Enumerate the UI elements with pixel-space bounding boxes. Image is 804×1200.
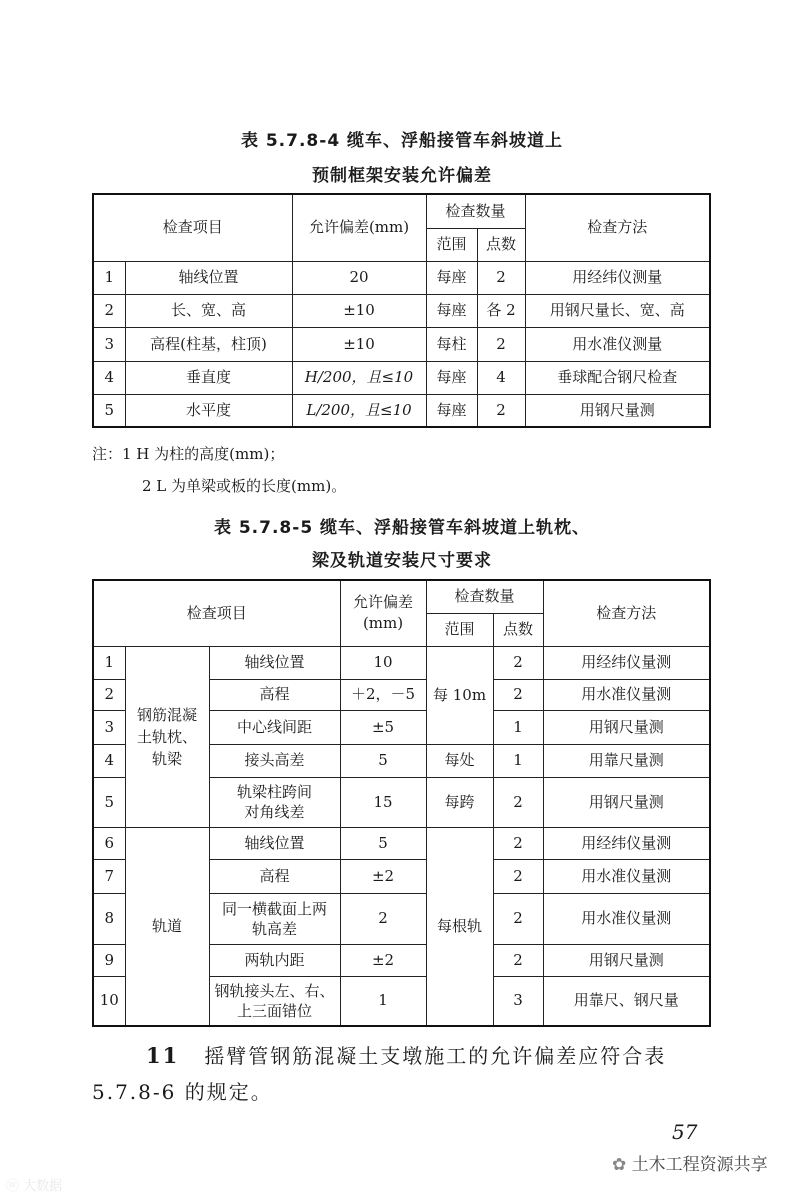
row-item: 轨梁柱跨间对角线差 xyxy=(209,777,340,827)
row-points: 2 xyxy=(477,261,525,294)
row-method: 用水准仪量测 xyxy=(543,893,710,944)
t2-header-quantity: 检查数量 xyxy=(426,580,543,613)
row-tolerance: ＋2，－5 xyxy=(340,679,426,710)
row-no: 10 xyxy=(93,976,125,1026)
row-no: 2 xyxy=(93,294,125,327)
row-method: 用水准仪量测 xyxy=(543,679,710,710)
table-row xyxy=(93,294,710,327)
row-no: 2 xyxy=(93,679,125,710)
row-tolerance: H/200，且≤10 xyxy=(292,361,426,394)
row-item: 钢轨接头左、右、上三面错位 xyxy=(209,976,340,1026)
t1-header-quantity: 检查数量 xyxy=(426,194,525,228)
row-points: 2 xyxy=(477,327,525,361)
paragraph-line2: 5.7.8-6 的规定。 xyxy=(92,1080,273,1104)
t1-header-range: 范围 xyxy=(426,228,477,261)
table2-title-line2: 梁及轨道安装尺寸要求 xyxy=(312,551,492,571)
watermark-right-text: 土木工程资源共享 xyxy=(631,1155,768,1175)
row-points: 3 xyxy=(493,976,543,1026)
row-method: 用钢尺量测 xyxy=(543,710,710,744)
t1-header-tolerance: 允许偏差(mm) xyxy=(292,194,426,261)
row-no: 1 xyxy=(93,646,125,679)
row-points: 2 xyxy=(477,394,525,427)
table1 xyxy=(92,193,711,428)
row-item: 垂直度 xyxy=(125,361,292,394)
row-item: 轴线位置 xyxy=(125,261,292,294)
table-row xyxy=(93,361,710,394)
row-range: 每 10m xyxy=(426,646,493,744)
table1-title-line1: 表 5.7.8-4 缆车、浮船接管车斜坡道上 xyxy=(240,131,564,151)
row-tolerance: ±10 xyxy=(292,327,426,361)
row-method: 用经纬仪测量 xyxy=(525,261,710,294)
row-no: 3 xyxy=(93,710,125,744)
row-points: 2 xyxy=(493,944,543,976)
row-points: 2 xyxy=(493,679,543,710)
row-no: 4 xyxy=(93,361,125,394)
row-method: 用经纬仪量测 xyxy=(543,646,710,679)
row-range: 每座 xyxy=(426,261,477,294)
row-range: 每跨 xyxy=(426,777,493,827)
row-method: 用水准仪测量 xyxy=(525,327,710,361)
table-row xyxy=(93,394,710,427)
row-method: 用靠尺量测 xyxy=(543,744,710,777)
table1-note-1: 注：1 H 为柱的高度(mm)； xyxy=(92,445,285,463)
row-range: 每座 xyxy=(426,394,477,427)
row-tolerance: L/200，且≤10 xyxy=(292,394,426,427)
row-tolerance: ±10 xyxy=(292,294,426,327)
row-points: 2 xyxy=(493,859,543,893)
page-number: 57 xyxy=(672,1120,698,1144)
row-method: 用钢尺量测 xyxy=(525,394,710,427)
table2 xyxy=(92,579,711,1027)
t2-header-points: 点数 xyxy=(493,613,543,646)
row-item: 中心线间距 xyxy=(209,710,340,744)
row-no: 8 xyxy=(93,893,125,944)
row-item: 轴线位置 xyxy=(209,646,340,679)
paragraph-line1 xyxy=(146,1040,666,1069)
row-tolerance: ±5 xyxy=(340,710,426,744)
row-points: 1 xyxy=(493,710,543,744)
t2-header-method: 检查方法 xyxy=(543,580,710,646)
paragraph-text-1: 摇臂管钢筋混凝土支墩施工的允许偏差应符合表 xyxy=(204,1044,667,1068)
row-tolerance: 5 xyxy=(340,744,426,777)
row-item: 高程(柱基，柱顶) xyxy=(125,327,292,361)
t2-header-tolerance xyxy=(340,580,426,646)
row-method: 用水准仪量测 xyxy=(543,859,710,893)
table1-title-line2: 预制框架安装允许偏差 xyxy=(312,166,492,186)
watermark-logo-icon: ⓦ xyxy=(6,1179,20,1194)
row-method: 用钢尺量长、宽、高 xyxy=(525,294,710,327)
row-tolerance: 10 xyxy=(340,646,426,679)
row-method: 垂球配合钢尺检查 xyxy=(525,361,710,394)
table-row xyxy=(93,827,710,859)
paragraph-number: 11 xyxy=(146,1043,180,1068)
row-tolerance: 5 xyxy=(340,827,426,859)
t1-header-method: 检查方法 xyxy=(525,194,710,261)
t1-header-points: 点数 xyxy=(477,228,525,261)
table2-title-line1: 表 5.7.8-5 缆车、浮船接管车斜坡道上轨枕、 xyxy=(213,518,591,538)
row-method: 用经纬仪量测 xyxy=(543,827,710,859)
row-tolerance: 1 xyxy=(340,976,426,1026)
row-item: 接头高差 xyxy=(209,744,340,777)
watermark-left-text: 大数据 xyxy=(23,1179,63,1194)
row-item: 两轨内距 xyxy=(209,944,340,976)
row-tolerance: ±2 xyxy=(340,944,426,976)
row-no: 3 xyxy=(93,327,125,361)
t2-header-range: 范围 xyxy=(426,613,493,646)
group-label: 轨道 xyxy=(125,827,209,1026)
row-no: 1 xyxy=(93,261,125,294)
row-no: 6 xyxy=(93,827,125,859)
row-points: 2 xyxy=(493,777,543,827)
row-points: 2 xyxy=(493,893,543,944)
t2-header-item: 检查项目 xyxy=(93,580,340,646)
row-item: 轴线位置 xyxy=(209,827,340,859)
row-item: 长、宽、高 xyxy=(125,294,292,327)
row-tolerance: 15 xyxy=(340,777,426,827)
table-row xyxy=(93,261,710,294)
row-no: 5 xyxy=(93,394,125,427)
row-tolerance: 2 xyxy=(340,893,426,944)
t2-header-tolerance-line1: 允许偏差 xyxy=(353,593,414,612)
row-item: 高程 xyxy=(209,859,340,893)
row-no: 7 xyxy=(93,859,125,893)
group-label: 钢筋混凝土轨枕、轨梁 xyxy=(125,646,209,827)
t1-header-item: 检查项目 xyxy=(93,194,292,261)
row-method: 用钢尺量测 xyxy=(543,944,710,976)
table1-note-2: 2 L 为单梁或板的长度(mm)。 xyxy=(142,477,347,495)
row-range: 每根轨 xyxy=(426,827,493,1026)
row-item: 同一横截面上两轨高差 xyxy=(209,893,340,944)
row-method: 用靠尺、钢尺量 xyxy=(543,976,710,1026)
row-tolerance: ±2 xyxy=(340,859,426,893)
row-no: 5 xyxy=(93,777,125,827)
row-range: 每座 xyxy=(426,294,477,327)
row-method: 用钢尺量测 xyxy=(543,777,710,827)
row-points: 2 xyxy=(493,827,543,859)
row-no: 4 xyxy=(93,744,125,777)
row-points: 4 xyxy=(477,361,525,394)
row-range: 每座 xyxy=(426,361,477,394)
row-tolerance: 20 xyxy=(292,261,426,294)
watermark-right xyxy=(612,1150,768,1175)
row-points: 2 xyxy=(493,646,543,679)
table-row xyxy=(93,327,710,361)
table-row xyxy=(93,646,710,679)
watermark-left xyxy=(6,1175,62,1194)
row-points: 1 xyxy=(493,744,543,777)
row-points: 各 2 xyxy=(477,294,525,327)
row-no: 9 xyxy=(93,944,125,976)
wechat-icon: ✿ xyxy=(612,1155,627,1175)
t2-header-tolerance-line2: (mm) xyxy=(362,614,404,633)
row-item: 高程 xyxy=(209,679,340,710)
row-range: 每处 xyxy=(426,744,493,777)
row-item: 水平度 xyxy=(125,394,292,427)
row-range: 每柱 xyxy=(426,327,477,361)
